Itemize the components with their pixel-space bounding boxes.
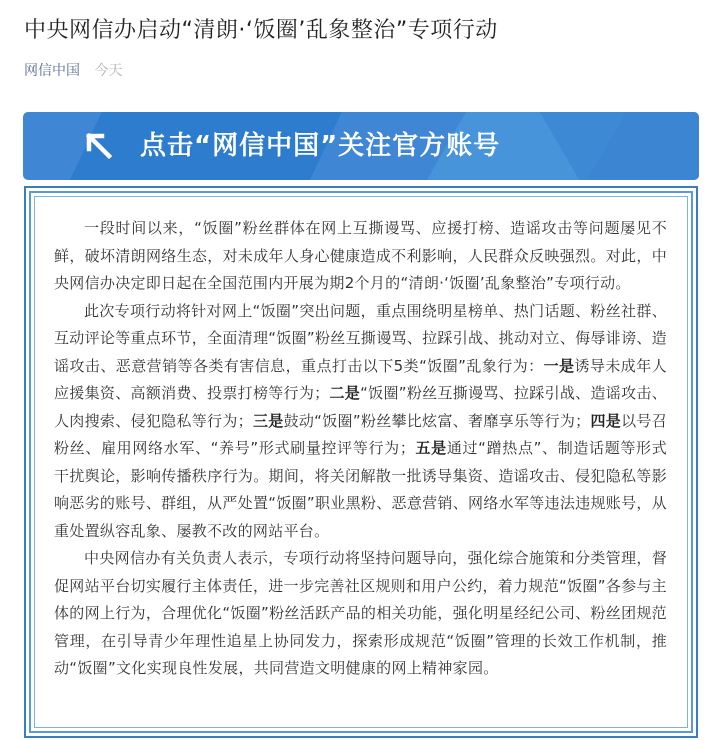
paragraph-text: 中央网信办有关负责人表示，专项行动将坚持问题导向，强化综合施策和分类管理，督促网站平台切实履行主体责任，进一步完善社区规则和用户公约，着力规范“饭圈”各参与主体的网上行为，合理优化“饭圈”粉丝活跃产品的相关功能，强化明星经纪公司、粉丝团规范管理，在引导青少年理性追星上协同发力，探索形成规范“饭圈”管理的长效工作机制，推动“饭圈”文化实现良性发展，共同营造文明健康的网上精神家园。: [54, 549, 667, 677]
paragraph-text: “饭圈”粉丝互撕谩骂、拉踩引战、造谣攻击、人肉搜索、侵犯隐私等行为；: [54, 384, 668, 430]
emphasis-label: 五是: [415, 439, 447, 457]
article-meta: [24, 61, 122, 81]
article-body: [34, 196, 688, 728]
publish-date: 今天: [94, 63, 123, 79]
paragraph: [54, 215, 667, 298]
author-link[interactable]: 网信中国: [24, 63, 80, 79]
paragraph-text: 以号召粉丝、雇用网络水军、“养号”形式刷量控评等行为；: [54, 411, 668, 457]
article-title: 中央网信办启动“清朗·‘饭圈’乱象整治”专项行动: [24, 18, 498, 43]
emphasis-label: 四是: [590, 411, 622, 430]
emphasis-label: 一是: [543, 356, 575, 375]
arrow-up-left-icon: [85, 132, 115, 162]
paragraph-text: 鼓动“饭圈”粉丝攀比炫富、奢靡享乐等行为；: [283, 411, 591, 430]
emphasis-label: 二是: [329, 384, 361, 402]
paragraph-text: 诱导未成年人应援集资、高额消费、投票打榜等行为；: [54, 356, 667, 402]
paragraph: [54, 298, 667, 546]
paragraph-text: 通过“蹭热点”、制造话题等形式干扰舆论，影响传播秩序行为。期间，将关闭解散一批诱导集资、造谣攻击、侵犯隐私等影响恶劣的账号、群组，从严处置“饭圈”职业黑粉、恶意营销、网络水军等违法违规账号，从重处置纵容乱象、屡教不改的网站平台。: [54, 439, 667, 540]
emphasis-label: 三是: [252, 411, 284, 430]
follow-account-banner[interactable]: [23, 112, 699, 180]
paragraph: [54, 545, 667, 683]
paragraph-text: 此次专项行动将针对网上“饭圈”突出问题，重点围绕明星榜单、热门话题、粉丝社群、互动评论等重点环节，全面清理“饭圈”粉丝互撕谩骂、拉踩引战、挑动对立、侮辱诽谤、造谣攻击、恶意营销等各类有害信息，重点打击以下5类“饭圈”乱象行为：: [54, 301, 667, 375]
article-body-frame: [24, 186, 698, 738]
paragraph-text: 一段时间以来，“饭圈”粉丝群体在网上互撕谩骂、应援打榜、造谣攻击等问题屡见不鲜，破坏清朗网络生态，对未成年人身心健康造成不利影响，人民群众反映强烈。对此，中央网信办决定即日起在全国范围内开展为期2个月的“清朗·‘饭圈’乱象整治”专项行动。: [54, 219, 667, 292]
banner-text: 点击“网信中国”关注官方账号: [140, 131, 501, 161]
